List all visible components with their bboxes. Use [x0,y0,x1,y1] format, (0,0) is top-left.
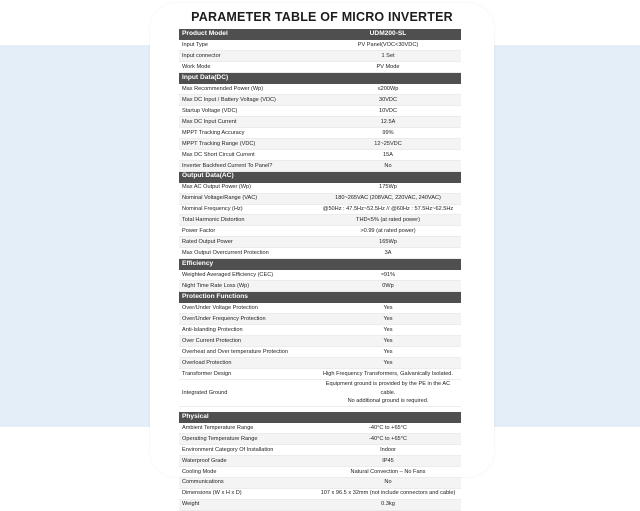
row-label: Weighted Averaged Efficiency (CEC) [179,270,315,281]
row-label: Startup Voltage (VDC) [179,105,315,116]
table-row [179,336,461,347]
row-label: Transformer Design [179,369,315,380]
row-value: ≤200Wp [315,83,461,94]
parameter-table [179,29,461,511]
row-value: No [315,160,461,171]
row-label: Work Mode [179,61,315,72]
section-header-input [179,72,461,83]
header-label: Product Model [179,29,315,39]
row-value: ≈91% [315,270,461,281]
table-row [179,116,461,127]
section-title: Input Data(DC) [179,72,461,83]
table-row [179,477,461,488]
row-label: Input connector [179,50,315,61]
row-label: Nominal Voltage/Range (VAC) [179,193,315,204]
row-label: Weight [179,499,315,510]
row-value: Indoor [315,444,461,455]
row-value: 30VDC [315,94,461,105]
section-title: Protection Functions [179,292,461,303]
row-label: Over Current Protection [179,336,315,347]
product-model-value: UDM200-SL [315,29,461,39]
row-label: MPPT Tracking Range (VDC) [179,138,315,149]
row-value: Yes [315,325,461,336]
table-row-integrated-ground [179,380,461,407]
section-title: Physical [179,412,461,422]
row-value: >0.99 (at rated power) [315,226,461,237]
row-label: Communications [179,477,315,488]
row-value: 165Wp [315,237,461,248]
row-label: Total Harmonic Distortion [179,215,315,226]
table-row [179,50,461,61]
table-row [179,149,461,160]
table-row [179,325,461,336]
table-row [179,270,461,281]
row-label: Integrated Ground [179,380,315,407]
row-value: High Frequency Transformers, Galvanically Isolated. [315,369,461,380]
row-value [315,380,461,407]
row-label: Power Factor [179,226,315,237]
row-value: 12~25VDC [315,138,461,149]
table-row [179,444,461,455]
row-label: Waterproof Grade [179,455,315,466]
table-row [179,314,461,325]
row-label: Nominal Frequency (Hz) [179,204,315,215]
row-value: 0Wp [315,281,461,292]
table-row [179,433,461,444]
table-row [179,226,461,237]
table-row [179,455,461,466]
table-row [179,182,461,193]
row-label: Over/Under Frequency Protection [179,314,315,325]
row-label: Overheat and Over temperature Protection [179,347,315,358]
table-row [179,105,461,116]
table-row [179,215,461,226]
page-title: PARAMETER TABLE OF MICRO INVERTER [191,10,453,24]
row-value: 15A [315,149,461,160]
row-value: No [315,477,461,488]
table-row [179,160,461,171]
row-value: 10VDC [315,105,461,116]
integrated-ground-line2: No additional ground is required. [347,398,429,405]
table-row [179,248,461,259]
table-row [179,61,461,72]
table-row [179,39,461,50]
integrated-ground-line1: Equipment ground is provided by the PE in the AC cable. [325,381,451,396]
table-row [179,94,461,105]
row-label: Operating Temperature Range [179,433,315,444]
row-label: Max AC Output Power (Wp) [179,182,315,193]
table-row [179,499,461,510]
table-row [179,303,461,314]
row-value: IP45 [315,455,461,466]
table-row [179,369,461,380]
table-row [179,204,461,215]
table-row [179,83,461,94]
row-label: Max DC Short Circuit Current [179,149,315,160]
section-title: Output Data(AC) [179,171,461,182]
table-row [179,347,461,358]
row-label: Over/Under Voltage Protection [179,303,315,314]
row-label: Max Output Overcurrent Protection [179,248,315,259]
row-label: MPPT Tracking Accuracy [179,127,315,138]
table-row [179,281,461,292]
table-row [179,466,461,477]
row-value: @50Hz : 47.5Hz~52.5Hz // @60Hz : 57.5Hz~62.5Hz [315,204,461,215]
section-header-output [179,171,461,182]
row-label: Max DC Input Current [179,116,315,127]
table-row [179,237,461,248]
section-header-efficiency [179,259,461,270]
row-value: 12.5A [315,116,461,127]
row-value: Natural Convection – No Fans [315,466,461,477]
row-value: Yes [315,303,461,314]
row-label: Ambient Temperature Range [179,422,315,433]
row-label: Inverter Backfeed Current To Panel? [179,160,315,171]
row-value: 107 x 96.5 x 32mm (not include connectors and cable) [315,488,461,499]
row-value: PV Panel(VOC<30VDC) [315,39,461,50]
row-value: Yes [315,358,461,369]
row-value: 3A [315,248,461,259]
row-value: Yes [315,336,461,347]
row-value: PV Mode [315,61,461,72]
table-row [179,127,461,138]
table-row [179,422,461,433]
table-row [179,193,461,204]
row-label: Max DC Input / Battery Voltage (VDC) [179,94,315,105]
row-value: Yes [315,314,461,325]
row-value: Yes [315,347,461,358]
row-value: 99% [315,127,461,138]
row-value: 180~265VAC (208VAC, 220VAC, 240VAC) [315,193,461,204]
row-label: Anti-Islanding Protection [179,325,315,336]
row-label: Input Type [179,39,315,50]
row-label: Dimensions (W x H x D) [179,488,315,499]
section-header-physical [179,412,461,422]
table-row [179,138,461,149]
row-value: THD<5% (at rated power) [315,215,461,226]
row-label: Overload Protection [179,358,315,369]
row-label: Max Recommended Power (Wp) [179,83,315,94]
row-value: 175Wp [315,182,461,193]
table-header-row [179,29,461,39]
table-row [179,488,461,499]
table-row [179,358,461,369]
section-header-protection [179,292,461,303]
row-label: Rated Output Power [179,237,315,248]
row-label: Cooling Mode [179,466,315,477]
row-label: Night Time Rate Loss (Wp) [179,281,315,292]
row-value: 1 Set [315,50,461,61]
row-value: 0.3kg [315,499,461,510]
row-value: -40°C to +65°C [315,422,461,433]
section-title: Efficiency [179,259,461,270]
row-label: Environment Category Of Installation [179,444,315,455]
row-value: -40°C to +65°C [315,433,461,444]
